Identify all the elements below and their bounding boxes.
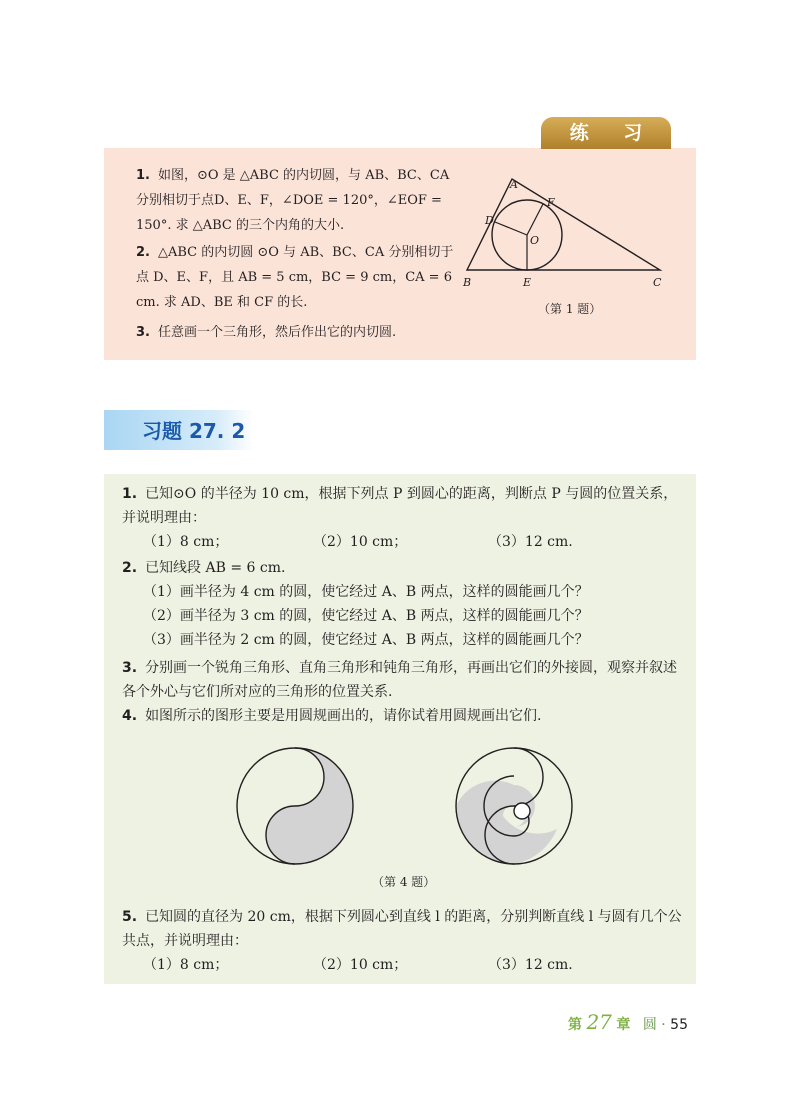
exercise-question-3 <box>122 656 682 704</box>
label-f: F <box>547 196 555 209</box>
options-row <box>122 953 682 977</box>
label-c: C <box>653 276 662 289</box>
page-number: 55 <box>670 1017 688 1033</box>
question-number: 5. <box>122 909 138 925</box>
question-number: 3. <box>136 325 150 340</box>
page-footer <box>568 1010 688 1034</box>
shaded-region <box>266 748 353 864</box>
label-o: O <box>530 234 540 247</box>
question-number: 2. <box>136 245 150 260</box>
exercise-question-2 <box>122 556 682 652</box>
question-text: 已知圆的直径为 20 cm，根据下列圆心到直线 l 的距离，分别判断直线 l 与圆有几个公共点，并说明理由： <box>122 909 682 949</box>
question-text: 分别画一个锐角三角形、直角三角形和钝角三角形，再画出它们的外接圆，观察并叙述各个外心与它们所对应的三角形的位置关系. <box>122 660 678 700</box>
sub-item: （1）画半径为 4 cm 的圆，使它经过 A、B 两点，这样的圆能画几个？ <box>143 584 589 600</box>
compass-figures <box>225 745 585 867</box>
question-number: 1. <box>122 486 138 502</box>
triangle-abc <box>467 179 660 270</box>
sub-item: （2）画半径为 3 cm 的圆，使它经过 A、B 两点，这样的圆能画几个？ <box>143 608 589 624</box>
options-row <box>122 530 682 554</box>
option: （2）10 cm； <box>313 957 408 973</box>
label-e: E <box>523 276 532 289</box>
yin-yang-figure <box>237 748 353 864</box>
figure-1-caption: （第 1 题） <box>538 302 602 316</box>
inner-circle <box>514 803 530 819</box>
question-text: 如图所示的图形主要是用圆规画出的，请你试着用圆规画出它们. <box>145 708 542 724</box>
practice-question-3 <box>136 320 456 345</box>
question-text: 已知⊙O 的半径为 10 cm，根据下列点 P 到圆心的距离，判断点 P 与圆的位置关系，并说明理由： <box>122 486 678 526</box>
chapter-prefix: 第 <box>568 1017 582 1033</box>
option: （1）8 cm； <box>143 534 229 550</box>
chapter-title: 圆 · <box>642 1017 666 1033</box>
question-number: 2. <box>122 560 138 576</box>
question-text: 如图，⊙O 是 △ABC 的内切圆，与 AB、BC、CA 分别相切于点D、E、F，∠DOE = 120°，∠EOF = 150°. 求 △ABC 的三个内角的大小. <box>136 168 450 233</box>
practice-question-2 <box>136 240 456 315</box>
label-b: B <box>463 276 472 289</box>
practice-question-1 <box>136 163 456 238</box>
chapter-number: 27 <box>586 1010 612 1034</box>
radius-of <box>527 204 543 235</box>
question-number: 1. <box>136 168 150 183</box>
question-text: 已知线段 AB = 6 cm. <box>145 560 286 576</box>
exercise-question-4 <box>122 704 682 728</box>
question-text: △ABC 的内切圆 ⊙O 与 AB、BC、CA 分别相切于点 D、E、F，且 AB = 5 cm，BC = 9 cm，CA = 6 cm. 求 AD、BE 和 CF 的长. <box>136 245 454 310</box>
question-number: 4. <box>122 708 138 724</box>
chapter-suffix: 章 <box>616 1017 631 1033</box>
incircle-figure <box>455 172 675 292</box>
label-d: D <box>485 214 494 227</box>
option: （1）8 cm； <box>143 957 229 973</box>
exercise-question-5 <box>122 905 682 977</box>
question-number: 3. <box>122 660 138 676</box>
option: （3）12 cm. <box>488 534 573 550</box>
option: （3）12 cm. <box>488 957 573 973</box>
shaded-spiral <box>456 781 557 864</box>
radius-od <box>495 222 527 235</box>
option: （2）10 cm； <box>313 534 408 550</box>
label-a: A <box>510 178 518 191</box>
figure-4-caption: （第 4 题） <box>372 875 436 889</box>
question-text: 任意画一个三角形，然后作出它的内切圆. <box>157 325 397 340</box>
exercise-title: 习题 27. 2 <box>142 419 246 443</box>
spiral-figure <box>456 748 572 864</box>
sub-item: （3）画半径为 2 cm 的圆，使它经过 A、B 两点，这样的圆能画几个？ <box>143 632 589 648</box>
exercise-question-1 <box>122 482 682 554</box>
practice-tab-label: 练 习 <box>541 117 671 149</box>
